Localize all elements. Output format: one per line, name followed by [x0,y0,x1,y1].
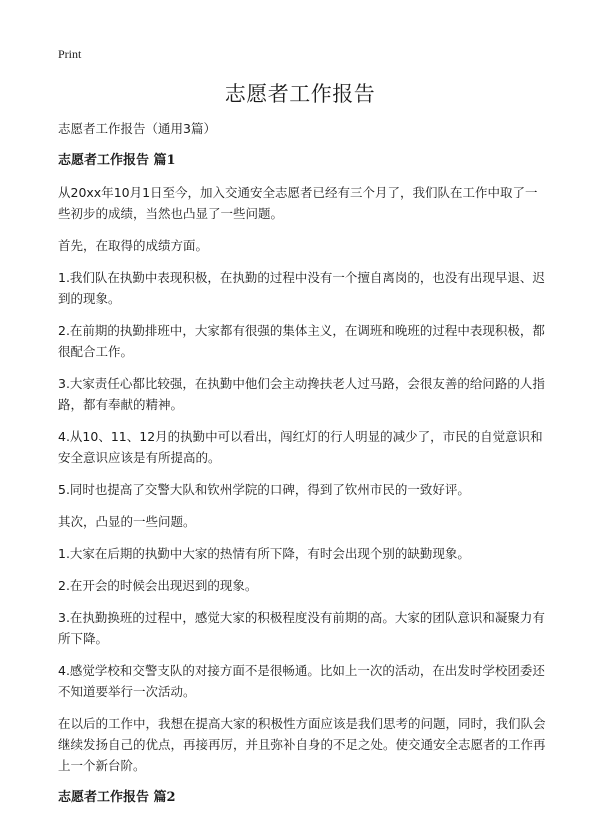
subtitle: 志愿者工作报告（通用3篇） [58,121,216,136]
print-link[interactable]: Print [58,47,82,61]
paragraph: 其次，凸显的一些问题。 [58,514,196,529]
section-heading: 志愿者工作报告 篇1 [58,153,176,168]
paragraph: 5.同时也提高了交警大队和钦州学院的口碑，得到了钦州市民的一致好评。 [58,482,470,497]
document-body [58,118,548,819]
paragraph: 3.大家责任心都比较强，在执勤中他们会主动搀扶老人过马路，会很友善的给问路的人指路，都有奉献的精神。 [58,376,545,412]
paragraph: 首先，在取得的成绩方面。 [58,238,209,253]
paragraph: 2.在前期的执勤排班中，大家都有很强的集体主义，在调班和晚班的过程中表现积极，都很配合工作。 [58,323,545,359]
paragraph: 3.在执勤换班的过程中，感觉大家的积极程度没有前期的高。大家的团队意识和凝聚力有所下降。 [58,610,545,646]
paragraph: 在以后的工作中，我想在提高大家的积极性方面应该是我们思考的问题，同时，我们队会继续发扬自己的优点，再接再厉，并且弥补自身的不足之处。使交通安全志愿者的工作再上一个新台阶。 [58,716,546,773]
paragraph: 1.大家在后期的执勤中大家的热情有所下降，有时会出现个别的缺勤现象。 [58,546,470,561]
paragraph: 1.我们队在执勤中表现积极，在执勤的过程中没有一个擅自离岗的，也没有出现早退、迟到的现象。 [58,270,545,306]
paragraph: 4.感觉学校和交警支队的对接方面不是很畅通。比如上一次的活动，在出发时学校团委还不知道要举行一次活动。 [58,663,545,699]
paragraph: 2.在开会的时候会出现迟到的现象。 [58,578,258,593]
section-heading: 志愿者工作报告 篇2 [58,790,176,805]
paragraph: 从20xx年10月1日至今，加入交通安全志愿者已经有三个月了，我们队在工作中取了一些初步的成绩，当然也凸显了一些问题。 [58,185,538,221]
page-title: 志愿者工作报告 [224,82,376,106]
paragraph: 4.从10、11、12月的执勤中可以看出，闯红灯的行人明显的减少了，市民的自觉意识和安全意识应该是有所提高的。 [58,429,543,465]
